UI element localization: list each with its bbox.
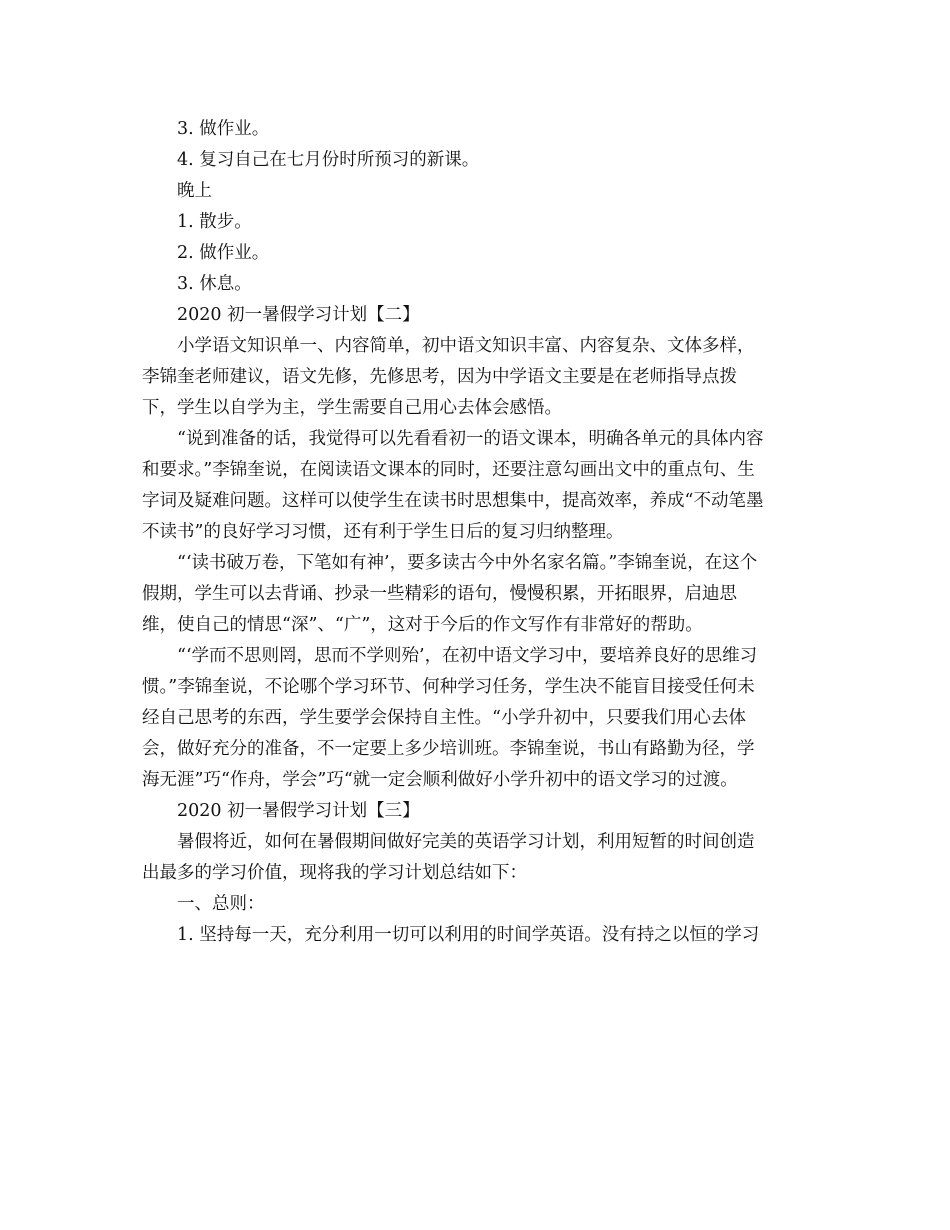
paragraph-line: 和要求。”李锦奎说，在阅读语文课本的同时，还要注意勾画出文中的重点句、生 [142,460,755,480]
paragraph-line: 不读书”的良好学习习惯，还有利于学生日后的复习归纳整理。 [142,522,624,542]
paragraph-line: 经自己思考的东西，学生要学会保持自主性。“小学升初中，只要我们用心去体 [142,708,746,728]
list-item: 1. 散步。 [177,212,252,232]
section-heading: 2020 初一暑假学习计划【三】 [177,801,420,821]
paragraph-line: 海无涯”巧“作舟，学会”巧“就一定会顺利做好小学升初中的语文学习的过渡。 [142,770,738,790]
section-label: 一、总则： [177,894,265,914]
section-heading: 2020 初一暑假学习计划【二】 [177,305,420,325]
paragraph-line: 字词及疑难问题。这样可以使学生在读书时思想集中，提高效率，养成“不动笔墨 [142,491,764,511]
paragraph-line: “‘读书破万卷，下笔如有神’，要多读古今中外名家名篇。”李锦奎说，在这个 [177,553,758,573]
paragraph-line: 下，学生以自学为主，学生需要自己用心去体会感悟。 [142,398,562,418]
paragraph-line: 出最多的学习价值，现将我的学习计划总结如下： [142,863,527,883]
paragraph-line: 假期，学生可以去背诵、抄录一些精彩的语句，慢慢积累，开拓眼界，启迪思 [142,584,737,604]
paragraph-line: 小学语文知识单一、内容简单，初中语文知识丰富、内容复杂、文体多样， [177,336,755,356]
paragraph-line: 暑假将近，如何在暑假期间做好完美的英语学习计划，利用短暂的时间创造 [177,832,755,852]
paragraph-line: 维，使自己的情思“深”、“广”，这对于今后的作文写作有非常好的帮助。 [142,615,703,635]
paragraph-line: “‘学而不思则罔，思而不学则殆’，在初中语文学习中，要培养良好的思维习 [177,646,758,666]
list-item: 3. 做作业。 [177,119,270,139]
section-label: 晚上 [177,181,212,201]
paragraph-line: “说到准备的话，我觉得可以先看看初一的语文课本，明确各单元的具体内容 [177,429,764,449]
document-body [142,114,812,951]
paragraph-line: 李锦奎老师建议，语文先修，先修思考，因为中学语文主要是在老师指导点拨 [142,367,737,387]
list-item: 3. 休息。 [177,274,252,294]
list-item: 4. 复习自己在七月份时所预习的新课。 [177,150,480,170]
list-item: 2. 做作业。 [177,243,270,263]
paragraph-line: 1. 坚持每一天，充分利用一切可以利用的时间学英语。没有持之以恒的学习 [177,925,760,945]
paragraph-line: 惯。”李锦奎说，不论哪个学习环节、何种学习任务，学生决不能盲目接受任何未 [142,677,755,697]
paragraph-line: 会，做好充分的准备，不一定要上多少培训班。李锦奎说，书山有路勤为径，学 [142,739,755,759]
